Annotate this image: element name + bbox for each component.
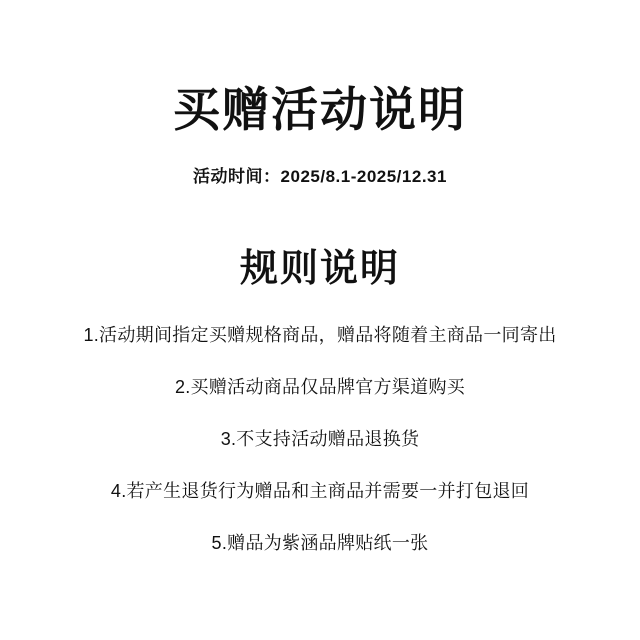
rule-item-3: 3.不支持活动赠品退换货 [220,429,420,450]
activity-time-text: 活动时间：2025/8.1-2025/12.31 [193,166,447,186]
rule-item-1: 1.活动期间指定买赠规格商品，赠品将随着主商品一同寄出 [83,325,557,346]
rules-heading: 规则说明 [239,247,400,290]
page-title: 买赠活动说明 [173,83,467,136]
rules-list [0,326,640,552]
rule-item-5: 5.赠品为紫涵品牌贴纸一张 [211,533,429,554]
rule-item-4: 4.若产生退货行为赠品和主商品并需要一并打包退回 [110,481,530,502]
rule-item-2: 2.买赠活动商品仅品牌官方渠道购买 [174,377,466,398]
